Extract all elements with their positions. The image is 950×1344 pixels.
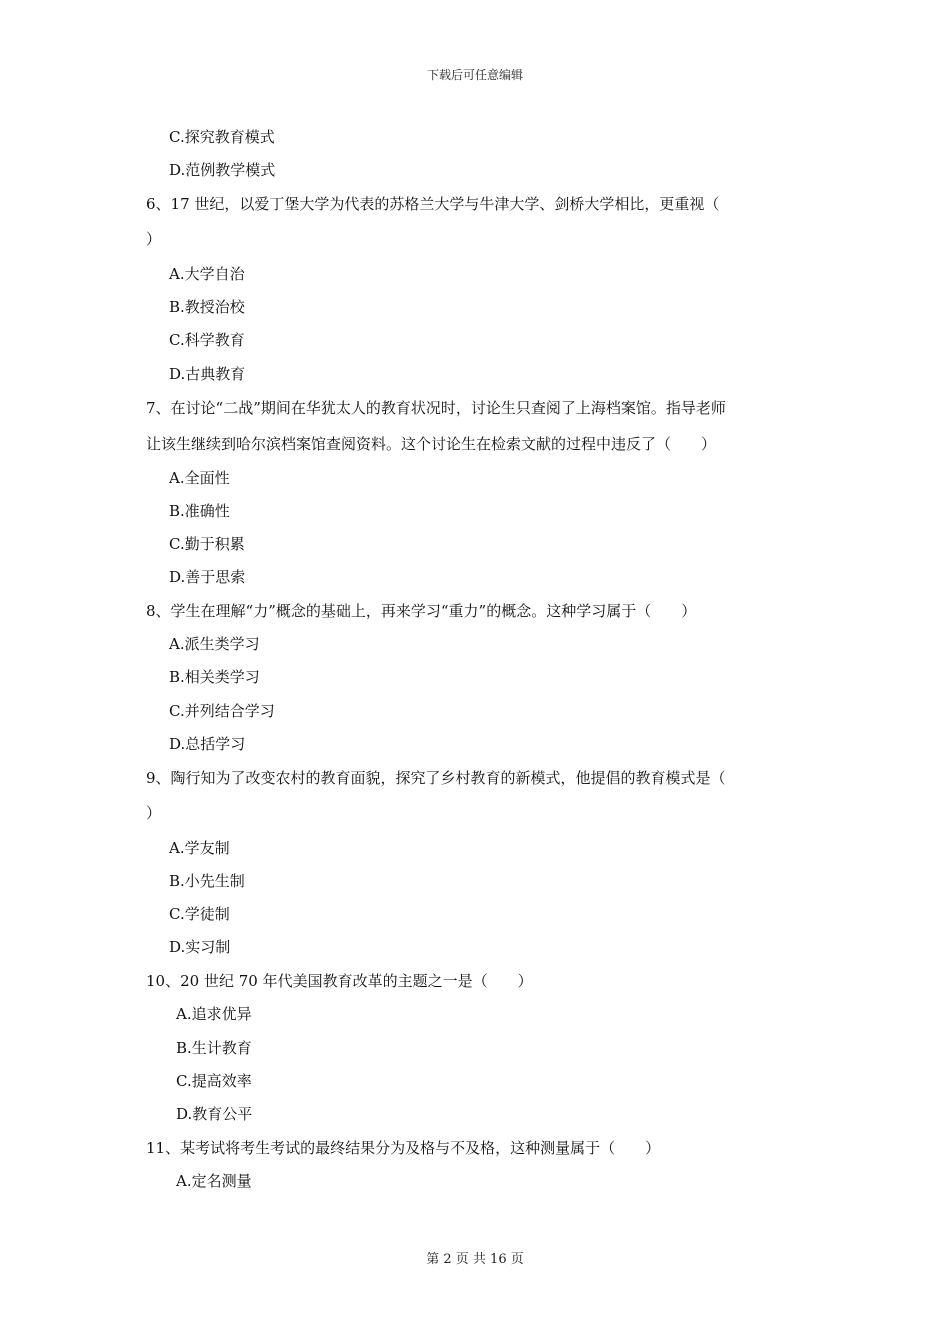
question-7: 7、在讨论“二战”期间在华犹太人的教育状况时，讨论生只查阅了上海档案馆。指导老师: [146, 399, 726, 417]
option-7a: A.全面性: [169, 469, 230, 487]
option-10c: C.提高效率: [176, 1072, 252, 1090]
option-7d: D.善于思索: [169, 568, 246, 586]
page-footer: 第 2 页 共 16 页: [426, 1252, 524, 1267]
question-6-continued: ）: [146, 230, 162, 248]
question-8: 8、学生在理解“力”概念的基础上，再来学习“重力”的概念。这种学习属于（ ）: [146, 602, 697, 620]
option-11a: A.定名测量: [176, 1172, 252, 1190]
option-7c: C.勤于积累: [169, 535, 245, 553]
option-8b: B.相关类学习: [169, 668, 260, 686]
option-9a: A.学友制: [169, 839, 230, 857]
option-8a: A.派生类学习: [169, 635, 260, 653]
question-11: 11、某考试将考生考试的最终结果分为及格与不及格，这种测量属于（ ）: [146, 1139, 661, 1157]
option-5d: D.范例教学模式: [169, 161, 276, 179]
question-9-continued: ）: [146, 804, 162, 822]
option-6c: C.科学教育: [169, 331, 245, 349]
option-9b: B.小先生制: [169, 872, 245, 890]
option-10a: A.追求优异: [176, 1005, 252, 1023]
question-9: 9、陶行知为了改变农村的教育面貌，探究了乡村教育的新模式，他提倡的教育模式是（: [146, 769, 726, 787]
question-7-continued: 让该生继续到哈尔滨档案馆查阅资料。这个讨论生在检索文献的过程中违反了（ ）: [146, 435, 717, 453]
page-header: 下载后可任意编辑: [426, 68, 523, 82]
option-5c: C.探究教育模式: [169, 128, 275, 146]
option-10b: B.生计教育: [176, 1039, 252, 1057]
option-8d: D.总括学习: [169, 735, 246, 753]
option-7b: B.准确性: [169, 502, 230, 520]
option-9c: C.学徒制: [169, 905, 230, 923]
option-9d: D.实习制: [169, 938, 231, 956]
option-8c: C.并列结合学习: [169, 702, 275, 720]
question-10: 10、20 世纪 70 年代美国教育改革的主题之一是（ ）: [146, 972, 533, 990]
option-6d: D.古典教育: [169, 365, 246, 383]
question-6: 6、17 世纪，以爱丁堡大学为代表的苏格兰大学与牛津大学、剑桥大学相比，更重视（: [146, 195, 720, 213]
option-6b: B.教授治校: [169, 298, 245, 316]
option-6a: A.大学自治: [169, 265, 245, 283]
option-10d: D.教育公平: [176, 1105, 253, 1123]
